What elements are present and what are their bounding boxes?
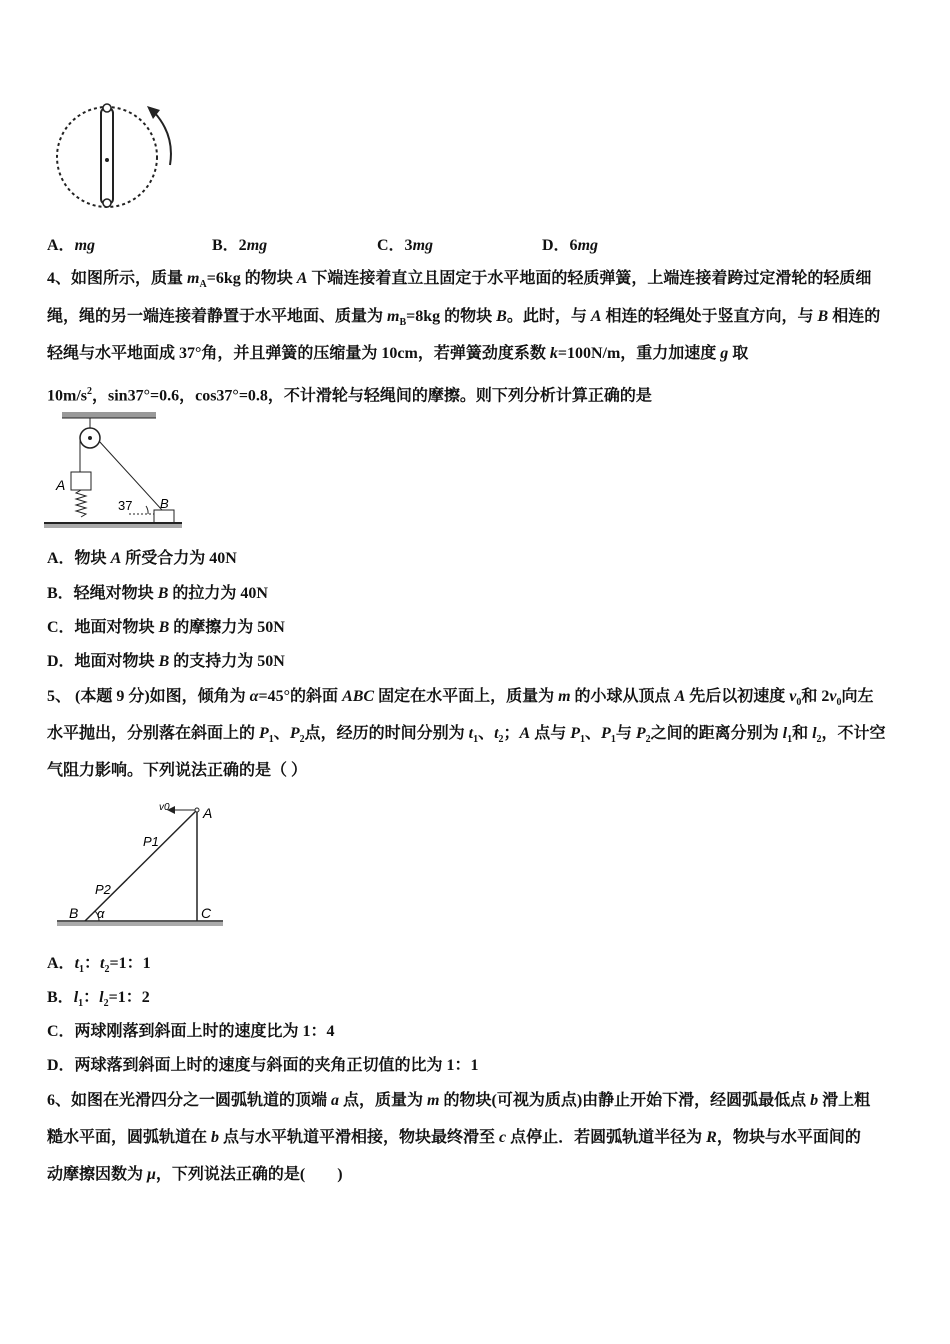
q4-figure-pulley-spring <box>44 410 184 538</box>
q5-figure-label-v0: v0 <box>159 802 170 813</box>
q3-option-c[interactable]: C．3mg <box>377 237 434 254</box>
q3-figure-rotating-rod <box>50 100 190 215</box>
q4-figure-angle-label: 37 <box>118 498 133 513</box>
q5-figure-label-p1: P1 <box>143 834 159 849</box>
q5-option-d[interactable]: D．两球落到斜面上时的速度与斜面的夹角正切值的比为 1：1 <box>47 1057 479 1074</box>
q4-figure-label-a: A <box>56 477 66 493</box>
q3-option-a[interactable]: A．mg <box>47 237 96 254</box>
q5-figure-label-a: A <box>203 805 213 821</box>
q5-stem-line: 气阻力影响。下列说法正确的是（ ） <box>47 762 308 779</box>
q3-option-b[interactable]: B．2mg <box>212 237 268 254</box>
q5-figure-label-c: C <box>201 905 212 921</box>
q5-option-a[interactable]: A．$t_1$：$t_2=1$：1 <box>47 955 151 976</box>
q5-figure-incline <box>55 798 230 933</box>
q5-figure-label-alpha: α <box>97 906 105 921</box>
q4-option-c[interactable]: C．地面对物块 B 的摩擦力为 50N <box>47 619 285 636</box>
q4-stem-line: 轻绳与水平地面成 37°角，并且弹簧的压缩量为 10cm，若弹簧劲度系数 k=100N/m，重力加速度 g 取 <box>47 345 749 362</box>
q5-stem-line: 水平抛出，分别落在斜面上的 $P_1$、$P_2$点，经历的时间分别为 $t_1$、$t_2$；A 点与 $P_1$、$P_1$与 $P_2$之间的距离分别为 $l_1$和 $l_2$，不计空 <box>47 725 886 746</box>
q5-option-c[interactable]: C．两球刚落到斜面上时的速度比为 1：4 <box>47 1023 335 1040</box>
q6-stem-line: 6、如图在光滑四分之一圆弧轨道的顶端 a 点，质量为 m 的物块(可视为质点)由静止开始下滑，经圆弧最低点 b 滑上粗 <box>47 1092 871 1109</box>
q4-option-a[interactable]: A．物块 A 所受合力为 40N <box>47 550 237 567</box>
q5-figure-label-p2: P2 <box>95 882 111 897</box>
q6-stem-line: 糙水平面，圆弧轨道在 b 点与水平轨道平滑相接，物块最终滑至 c 点停止．若圆弧轨道半径为 R，物块与水平面间的 <box>47 1129 861 1146</box>
q5-figure-label-b: B <box>69 905 79 921</box>
q4-stem-line: $10m/s^2$，sin37°=0.6，cos37°=0.8，不计滑轮与轻绳间的摩擦。则下列分析计算正确的是 <box>47 386 652 405</box>
q3-option-d[interactable]: D．6mg <box>542 237 599 254</box>
q4-stem-line: 绳，绳的另一端连接着静置于水平地面、质量为 $m_B=8kg$ 的物块 B。此时，与 A 相连的轻绳处于竖直方向，与 B 相连的 <box>47 308 881 329</box>
q4-option-b[interactable]: B．轻绳对物块 B 的拉力为 40N <box>47 585 268 602</box>
q4-figure-label-b: B <box>160 496 169 511</box>
q4-option-d[interactable]: D．地面对物块 B 的支持力为 50N <box>47 653 285 670</box>
q4-stem-line: 4、如图所示，质量 $m_A=6kg$ 的物块 A 下端连接着直立且固定于水平地面的轻质弹簧，上端连接着跨过定滑轮的轻质细 <box>47 270 872 291</box>
q6-stem-line: 动摩擦因数为 μ，下列说法正确的是( ) <box>47 1166 343 1183</box>
q5-stem-line: 5、 (本题 9 分)如图，倾角为 α=45°的斜面 ABC 固定在水平面上，质量为 m 的小球从顶点 A 先后以初速度 $v_0$和 $2v_0$向左 <box>47 688 874 709</box>
q5-option-b[interactable]: B．$l_1$：$l_2=1$：2 <box>47 989 150 1010</box>
